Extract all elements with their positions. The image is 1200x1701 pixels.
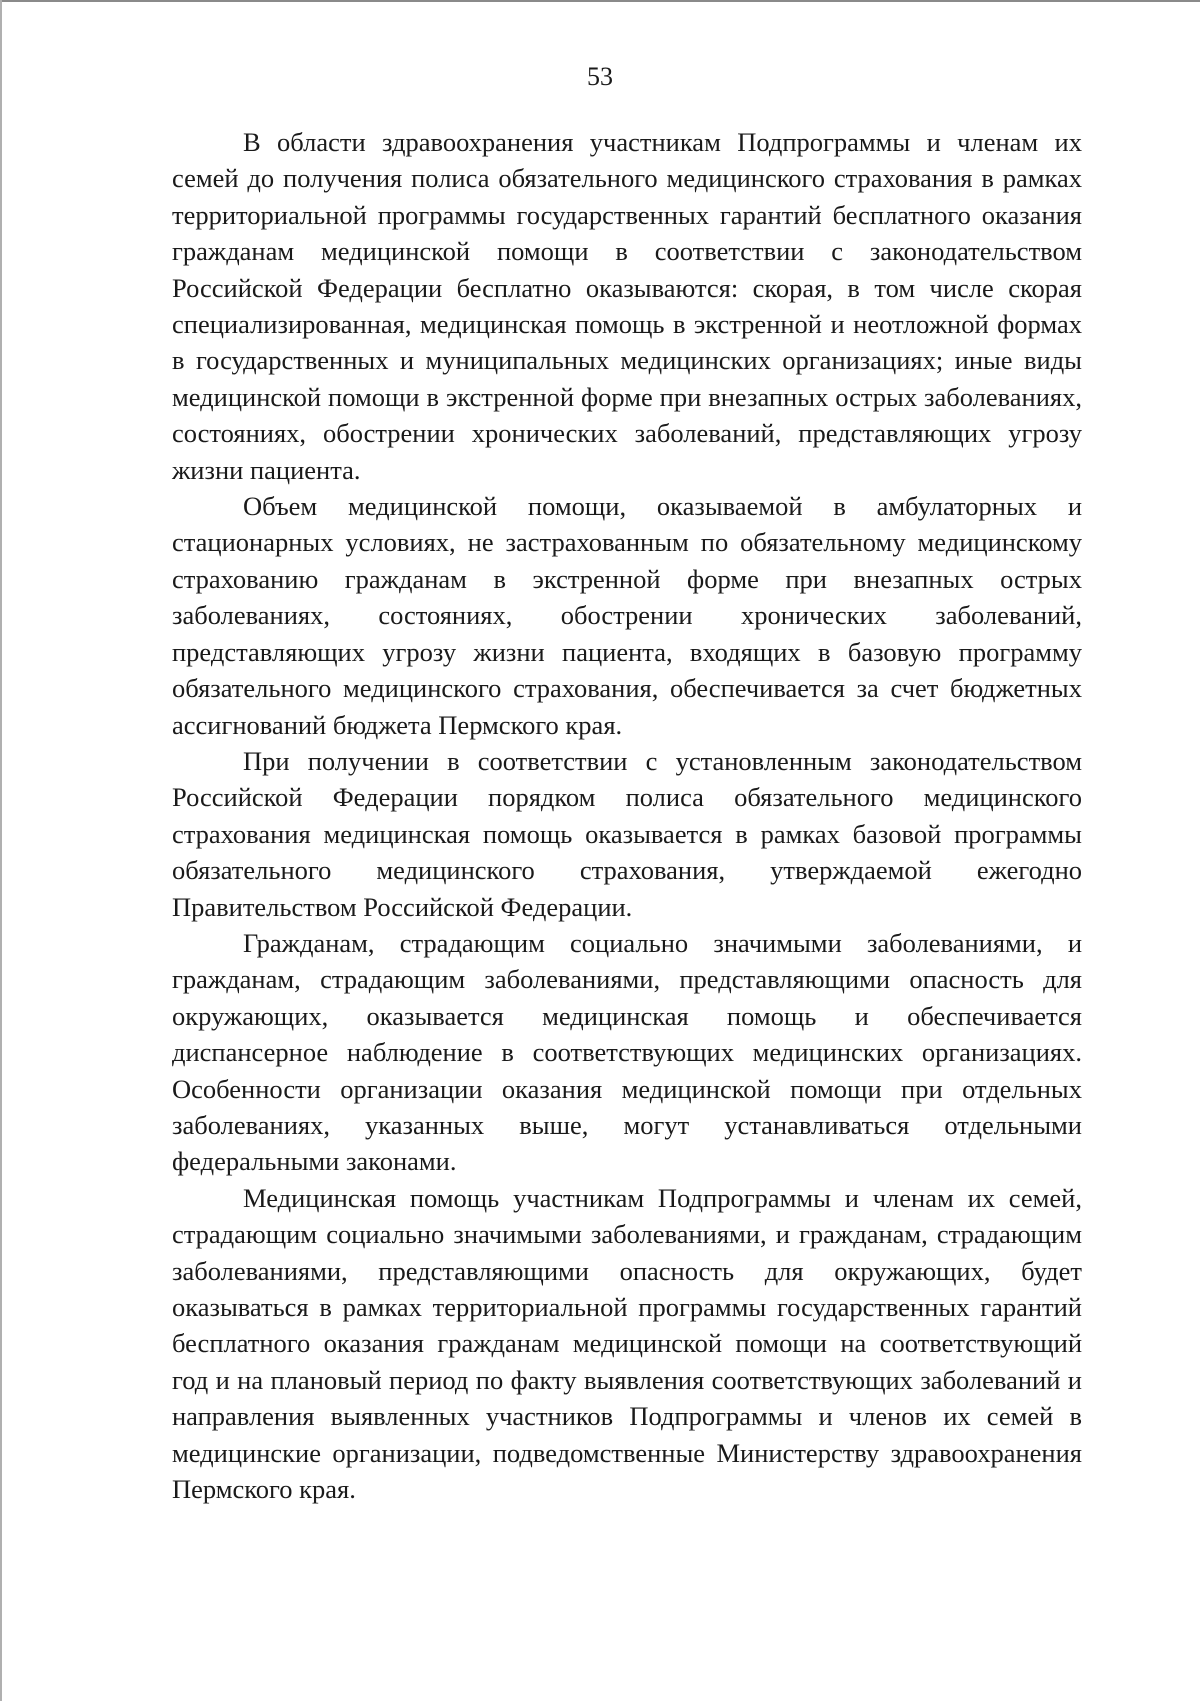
paragraph-uninsured-volume: Объем медицинской помощи, оказываемой в амбулаторных и стационарных условиях, не застрахованным по обязательному медицинскому страхованию гражданам в экстренной форме при внезапных острых заболеваниях, состояниях, обострении хронических заболеваний, представляющих угрозу жизни пациента, входящих в базовую программу обязательного медицинского страхования, обеспечивается за счет бюджетных ассигнований бюджета Пермского края. [172,491,1082,740]
body-text [172,124,1082,1507]
paragraph-socially-significant-diseases: Гражданам, страдающим социально значимыми заболеваниями, и гражданам, страдающим заболеваниями, представляющими опасность для окружающих, оказывается медицинская помощь и обеспечивается диспансерное наблюдение в соответствующих медицинских организациях. Особенности организации оказания медицинской помощи при отдельных заболеваниях, указанных выше, могут устанавливаться отдельными федеральными законами. [172,927,1082,1177]
paragraph-after-policy: При получении в соответствии с установленным законодательством Российской Федерации порядком полиса обязательного медицинского страхования медицинская помощь оказывается в рамках базовой программы обязательного медицинского страхования, утверждаемой ежегодно Правительством Российской Федерации. [172,745,1082,922]
paragraph-healthcare-before-policy: В области здравоохранения участникам Подпрограммы и членам их семей до получения полиса обязательного медицинского страхования в рамках территориальной программы государственных гарантий бесплатного оказания гражданам медицинской помощи в соответствии с законодательством Российской Федерации бесплатно оказываются: скорая, в том числе скорая специализированная, медицинская помощь в экстренной и неотложной формах в государственных и муниципальных медицинских организациях; иные виды медицинской помощи в экстренной форме при внезапных острых заболеваниях, состояниях, обострении хронических заболеваний, представляющих угрозу жизни пациента. [172,127,1082,485]
paragraph-territorial-program: Медицинская помощь участникам Подпрограммы и членам их семей, страдающим социально значимыми заболеваниями, и гражданам, страдающим заболеваниями, представляющими опасность для окружающих, будет оказываться в рамках территориальной программы государственных гарантий бесплатного оказания гражданам медицинской помощи на соответствующий год и на плановый период по факту выявления соответствующих заболеваний и направления выявленных участников Подпрограммы и членов их семей в медицинские организации, подведомственные Министерству здравоохранения Пермского края. [172,1182,1082,1505]
scan-edge-left [0,0,2,1701]
page-number: 53 [587,62,613,91]
scan-edge-top [0,0,1200,2]
